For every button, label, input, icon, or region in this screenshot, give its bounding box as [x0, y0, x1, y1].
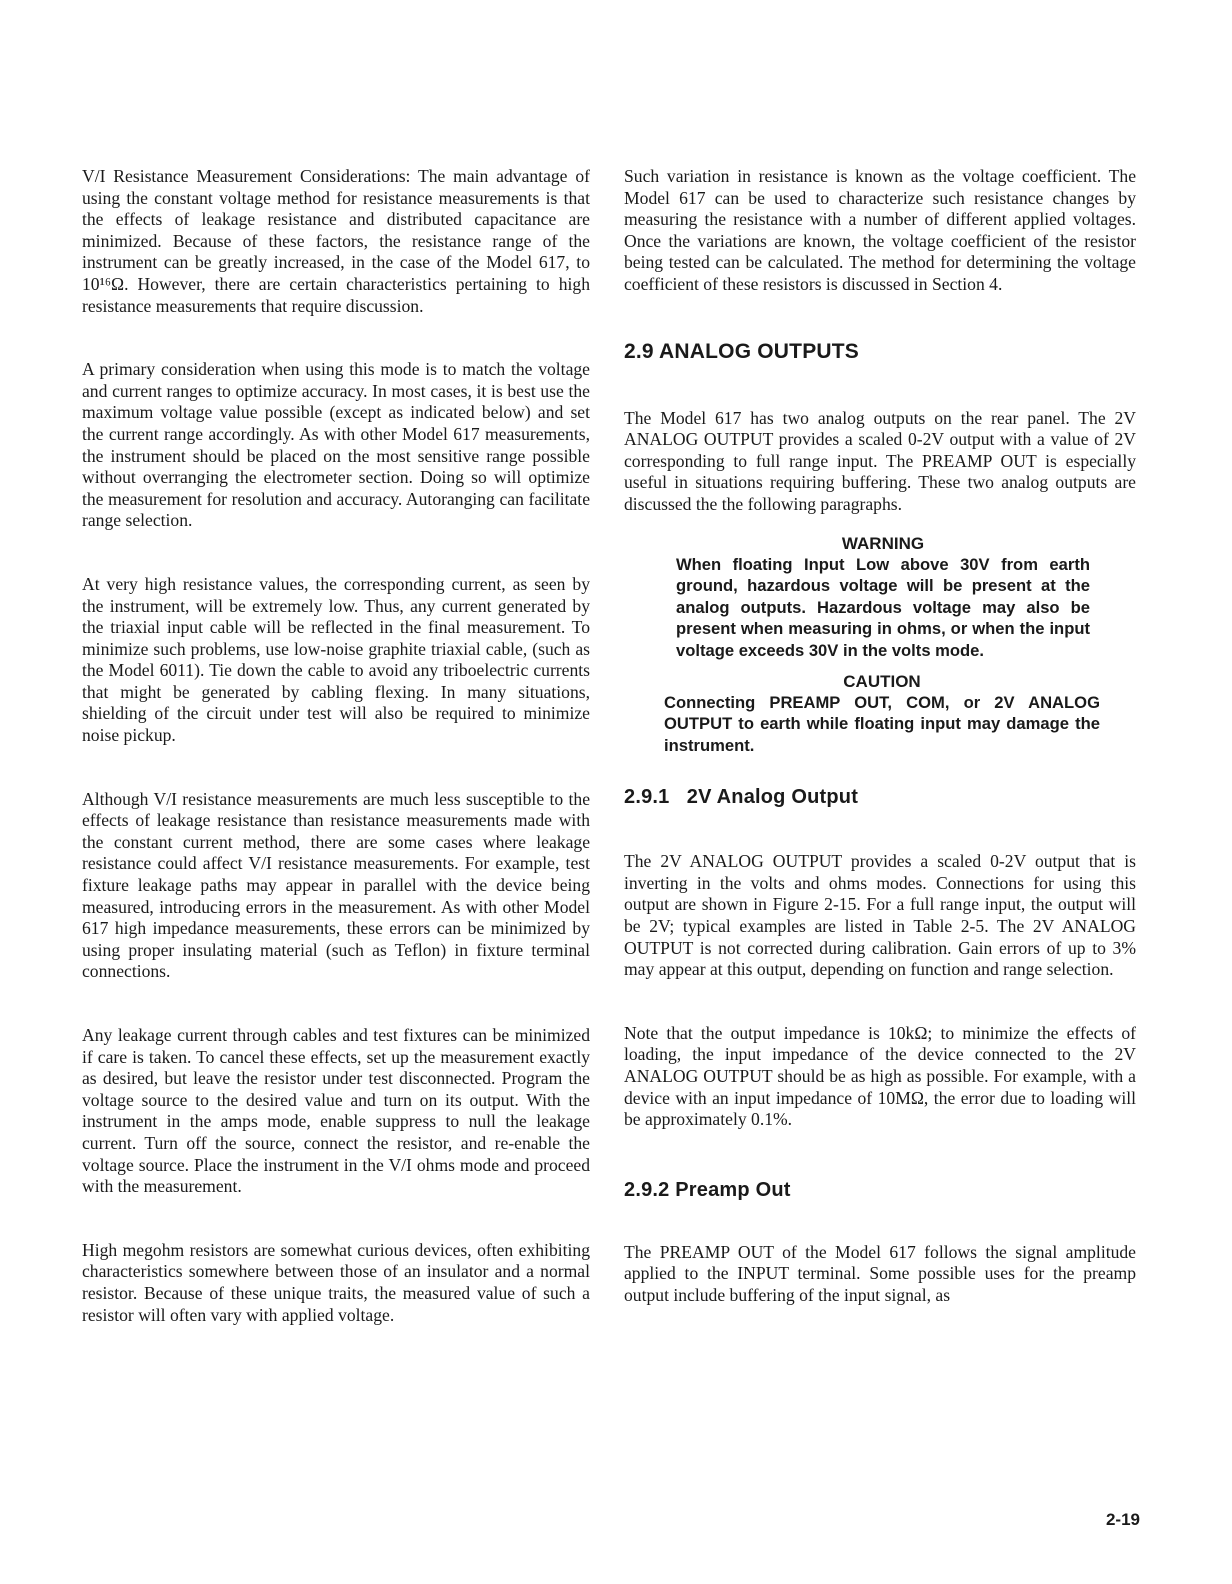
- caution-text: Connecting PREAMP OUT, COM, or 2V ANALOG OUTPUT to earth while floating input may damage the instrument.: [664, 692, 1100, 755]
- left-column: [82, 166, 590, 1326]
- paragraph-leakage-current: Any leakage current through cables and test fixtures can be minimized if care is taken. To cancel these effects, set up the measurement exactly as desired, but leave the resistor under test disconnected. Program the voltage source to the desired value and turn on its output. With the instrument in the amps mode, enable suppress to null the leakage current. Turn off the source, connect the resistor, and re-enable the voltage source. Place the instrument in the V/I ohms mode and proceed with the measurement.: [82, 1025, 590, 1197]
- warning-box: [624, 534, 1136, 662]
- paragraph-voltage-coefficient: Such variation in resistance is known as the voltage coefficient. The Model 617 can be used to characterize such resistance changes by measuring the resistance with a number of different applied voltages. Once the variations are known, the voltage coefficient of the resistor being tested can be calculated. The method for determining the voltage coefficient of these resistors is discussed in Section 4.: [624, 166, 1136, 294]
- warning-title: WARNING: [841, 533, 925, 553]
- paragraph-2v-analog-output: The 2V ANALOG OUTPUT provides a scaled 0-2V output that is inverting in the volts and ohms modes. Connections for using this output are shown in Figure 2-15. For a full range input, the output will be 2V; typical examples are listed in Table 2-5. The 2V ANALOG OUTPUT is not corrected during calibration. Gain errors of up to 3% may appear at this output, depending on function and range selection.: [624, 851, 1136, 980]
- paragraph-range-matching: A primary consideration when using this mode is to match the voltage and current ranges to optimize accuracy. In most cases, it is best use the maximum voltage value possible (except as indicated below) and set the current range accordingly. As with other Model 617 measurements, the instrument should be placed on the most sensitive range possible without overranging the electrometer section. Doing so will optimize the measurement for resolution and accuracy. Autoranging can facilitate range selection.: [82, 359, 590, 531]
- paragraph-preamp-out: The PREAMP OUT of the Model 617 follows the signal amplitude applied to the INPUT terminal. Some possible uses for the preamp output include buffering of the input signal, as: [624, 1241, 1136, 1305]
- paragraph-leakage-resistance: Although V/I resistance measurements are much less susceptible to the effects of leakage resistance than resistance measurements made with the constant current method, there are some cases where leakage resistance could affect V/I resistance measurements. For example, test fixture leakage paths may appear in parallel with the device being measured, introducing errors in the measurement. As with other Model 617 high impedance measurements, these errors can be minimized by using proper insulating material (such as Teflon) in fixture terminal connections.: [82, 788, 590, 982]
- heading-analog-outputs: 2.9 ANALOG OUTPUTS: [624, 339, 860, 363]
- paragraph-vi-considerations: V/I Resistance Measurement Considerations: The main advantage of using the constant voltage method for resistance measurements is that the effects of leakage resistance and distributed capacitance are minimized. Because of these factors, the resistance range of the instrument can be greatly increased, in the case of the Model 617, to 10¹⁶Ω. However, there are certain characteristics pertaining to high resistance measurements that require discussion.: [82, 166, 590, 316]
- paragraph-high-resistance-current: At very high resistance values, the corresponding current, as seen by the instrument, will be extremely low. Thus, any current generated by the triaxial input cable will be reflected in the final measurement. To minimize such problems, use low-noise graphite triaxial cable, (such as the Model 6011). Tie down the cable to avoid any triboelectric currents that might be generated by cabling flexing. In many situations, shielding of the circuit under test will also be required to minimize noise pickup.: [82, 573, 590, 746]
- caution-title: CAUTION: [843, 671, 921, 691]
- heading-2v-analog-output: 2.9.1 2V Analog Output: [624, 786, 859, 809]
- paragraph-analog-outputs: The Model 617 has two analog outputs on the rear panel. The 2V ANALOG OUTPUT provides a scaled 0-2V output with a value of 2V corresponding to full range input. The PREAMP OUT is especially useful in situations requiring buffering. These two analog outputs are discussed the the following paragraphs.: [624, 407, 1136, 514]
- paragraph-high-megohm: High megohm resistors are somewhat curious devices, often exhibiting characteristics somewhere between those of an insulator and a normal resistor. Because of these unique traits, the measured value of such a resistor will often vary with applied voltage.: [82, 1239, 590, 1325]
- warning-text: When floating Input Low above 30V from earth ground, hazardous voltage will be present at the analog outputs. Hazardous voltage may also be present when measuring in ohms, or when the input voltage exceeds 30V in the volts mode.: [676, 554, 1090, 660]
- right-column: [624, 166, 1136, 1307]
- caution-box: [624, 672, 1136, 757]
- heading-preamp-out: 2.9.2 Preamp Out: [624, 1178, 791, 1201]
- page-number: 2-19: [1105, 1510, 1140, 1529]
- paragraph-output-impedance: Note that the output impedance is 10kΩ; to minimize the effects of loading, the input impedance of the device connected to the 2V ANALOG OUTPUT should be as high as possible. For example, with a device with an input impedance of 10MΩ, the error due to loading will be approximately 0.1%.: [624, 1022, 1136, 1130]
